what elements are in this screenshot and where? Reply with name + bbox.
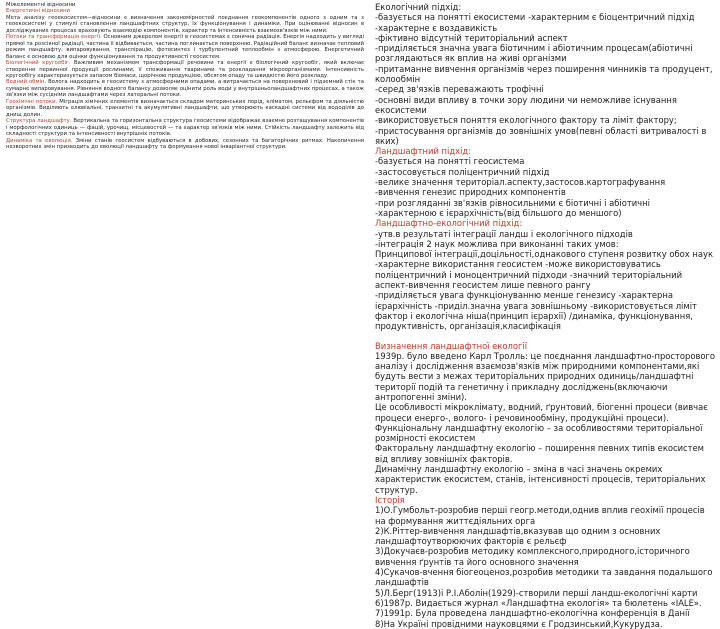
text-line: -використовується поняття екологічного фактору та ліміт фактору; <box>375 115 677 126</box>
left-paragraph-heading: Динаміка та еволюція. <box>6 137 73 144</box>
left-paragraph-text: Волога надходить в геосистему з атмосферними опадами, а витрачається на поверхневий і підземний стік та сумарне випаровування. Рівняння водного балансу дозволяє оцінити роль води у внутрішньоландшафтних процесах, а також зв'язки між сусідніми ландшафтами через латеральні потоки. <box>6 79 364 99</box>
text-line: 6)1987р. Видається журнал «Ландшафтна екологія» та бюлетень «IALE». 7)1991р. Була проведена ландшафтно-екологічна конференція в Данії <box>375 597 702 619</box>
left-paragraph-text: Мета аналізу геоекосистем—відносини є визначення закономірностей поєднання геокомпонентів одного з одним та з геоекосистемі у стимулі становлення ландшафтних структур, їх функціонування і динаміки. При оцінюванні відносин в досліджуваних процесах враховують взаємодію компонентів, характер та інтенсивність взаємозв'язків між ними. <box>6 14 364 34</box>
left-paragraph <box>6 34 364 60</box>
text-line: Це особливості мікроклімату, водний, ґрунтовий, біогенні процеси (вивчає процеси енерго-, волого- і речовинообміну, продукційні процеси). <box>375 402 708 423</box>
section-heading: Ландшафтно-екологічний підхід: <box>375 218 523 229</box>
text-line: -інтеграція 2 наук можлива при виконанні таких умов: <box>375 238 619 249</box>
text-line: -пристосування організмів до зовнішніх умов(певні області витривалості в яких) <box>375 125 707 146</box>
text-line: -утв.в результаті інтеграції ландш і екологічного підходів <box>375 228 633 239</box>
text-line: 3)Докучаєв-розробив методику комплексного,природного,історичного вивчення ґрунтів та його основного значення <box>375 546 690 567</box>
text-line: -фіктивно відсутній територіальний аспект <box>375 32 568 43</box>
left-paragraph-text: Зміни станів геосистем відбуваються в добових, сезонних та багаторічних ритмах. Накопичення незворотних змін призводить до еволюції ландшафту та формування нової інваріантної структури. <box>6 137 364 150</box>
left-paragraph-heading: Структура ландшафту. <box>6 118 72 125</box>
left-paragraph <box>6 60 364 79</box>
text-line: Факторальну ландшафтну екологію – поширення певних типів екосистем від впливу зовнішніх факторів. <box>375 443 705 464</box>
left-column <box>0 0 368 540</box>
left-paragraph-text: Вертикальна та горизонтальна структура геосистеми відображає взаємне розташування компонентів і морфологічних одиниць — фацій, урочищ, місцевостей — та характер зв'язків між ними. Стійкість ландшафту залежить від складності структури та інтенсивності внутрішніх потоків. <box>6 118 364 138</box>
left-title: Міжелементні відносини <box>6 2 76 8</box>
text-line: 1939р. було введено Карл Тролль: це поєднання ландшафтно-просторового аналізу і дослідження взаємозв'язків між природними компонентами,які будуть вести з межах територіальних природних одиниць/ландшафтні території подій та генетичну і прикладну досліджень(включаючи антропогенні зміни). <box>375 350 716 402</box>
left-paragraph-heading: Потоки та трансформація енергії. <box>6 34 102 41</box>
text-line: -при розгляданні зв'язків рівносильними є біотичні і абіотичні <box>375 197 650 208</box>
left-paragraph-text: Важливим механізмом трансформації речовини та енергії є біологічний кругообіг, який включає створення первинної продукції рослинами, її споживання тваринами та розкладання мікроорганізмами. Інтенсивність кругообігу характеризується запасом біомаси, щорічною продукцією, обсягом опаду та швидкістю його розкладу. <box>6 60 365 79</box>
text-line: -приділяється значна увага біотичним і абіотичним процесам(абіотичні розглядаються як вплив на живі організми <box>375 43 693 64</box>
section-heading: Визначення ландшафтної екології <box>375 340 528 351</box>
left-paragraph <box>6 118 364 137</box>
text-line: 4)Сукачов-вчення біогеоценоз,розробив методики та завдання подальшого ландшафтів <box>375 567 713 588</box>
text-line: -приділяється увага функціонуванню менше генезису -характерна ієрархічність -приділ.значна увага зовнішньому -використовується ліміт фактор і екологічна ніша(принцип ієрархії) /динаміка, функціонування, продуктивність, організація,класифікація <box>375 290 697 332</box>
text-line: -базується на понятті екосистеми -характерним є біоцентричний підхід -характерне є воздавикість <box>375 12 695 33</box>
text-line: Функціональну ландшафтну екологію – за особливостями територіальної розмірності екосистем <box>375 422 703 444</box>
text-line: 1)О.Гумбольт-розробив перші геогр.методи,однив вплив геохімії процесів на формування життєдіяльних орга <box>375 505 705 526</box>
text-line: -велике значення територіал.аспекту,застосов.картографування <box>375 177 666 188</box>
left-paragraph-text: Основним джерелом енергії в геосистемах є сонячна радіація. Енергія надходить у вигляді прямої та розсіяної радіації, частина її відбивається, частина поглинається поверхнею. Радіаційний баланс визначає тепловий режим ландшафту, випаровування, транспірацію, фотосинтез і турбулентний теплообмін з атмосферою. Енергетичний баланс є основою для оцінки функціонування та продуктивності геосистем. <box>6 34 364 60</box>
left-paragraph-text: Міграція хімічних елементів визначається складом материнських порід, кліматом, рельєфом та діяльністю організмів. Виділяють елювіальні, транзитні та акумулятивні ландшафти, що утворюють каскадні системи від вододілів до днищ долин. <box>6 98 364 118</box>
section-heading: Ландшафтний підхід: <box>375 146 472 157</box>
text-line: -застосовується поліцентричний підхід <box>375 166 550 177</box>
text-line: -базується на понятті геосистема <box>375 156 525 167</box>
left-paragraph-heading: Геохімічні потоки. <box>6 98 58 105</box>
right-column <box>372 0 718 629</box>
text-line: Екологічний підхід: <box>375 2 462 12</box>
left-paragraph-heading: Водний обмін. <box>6 79 47 86</box>
left-paragraph <box>6 138 364 151</box>
text-line: Динамічну ландшафтну екологію – зміна в часі значень окремих характеристик екосистем, станів, інтенсивності процесів, територіальних структур. <box>375 464 706 495</box>
text-line: -основні види впливу в точки зору людини чи неможливе існування екосистеми <box>375 94 677 115</box>
text-line: -притаманне вивчення організмів через поширення чинників та продуцент, колообмін <box>375 63 713 85</box>
left-paragraph-heading: Біологічний кругообіг. <box>6 60 71 67</box>
left-paragraph <box>6 99 364 118</box>
left-paragraph <box>6 15 364 34</box>
text-line: 5)Л.Берг(1913)і Р.І.Аболін(1929)-створили перші ландш-екологічні карти <box>375 587 698 598</box>
section-heading: Історія <box>375 494 405 505</box>
right-blocks <box>372 0 718 629</box>
text-line: -характерною є ієрархічність(від більшого до меншого) <box>375 207 622 218</box>
left-paragraph <box>6 79 364 98</box>
spacer <box>375 332 716 341</box>
text-line: -серед зв'язків переважають трофічні <box>375 84 544 95</box>
text-line: Принципової інтеграції,доцільності,однакового ступеня розвитку обох наук <box>375 249 714 260</box>
left-subtitle: Енергетичні відносини <box>6 8 70 15</box>
text-line: 2)К.Ріттер-вивчення ландшафтів,вказував що одним з основних ландшафтоутворюючих факторів є рельєф <box>375 525 661 547</box>
text-line: -вивчення генезис природних компонентів <box>375 187 566 198</box>
text-line: 8)На Україні провідними науковцями є Гродзинський,Кукурудза. <box>375 618 663 629</box>
left-paragraphs <box>6 15 364 151</box>
text-line: -характерне використання геосистем -може використовуватись поліцентричний і моноцентричний підходи -значний територіальний аспект-вивчення геосистем лише певного рангу <box>375 259 683 291</box>
